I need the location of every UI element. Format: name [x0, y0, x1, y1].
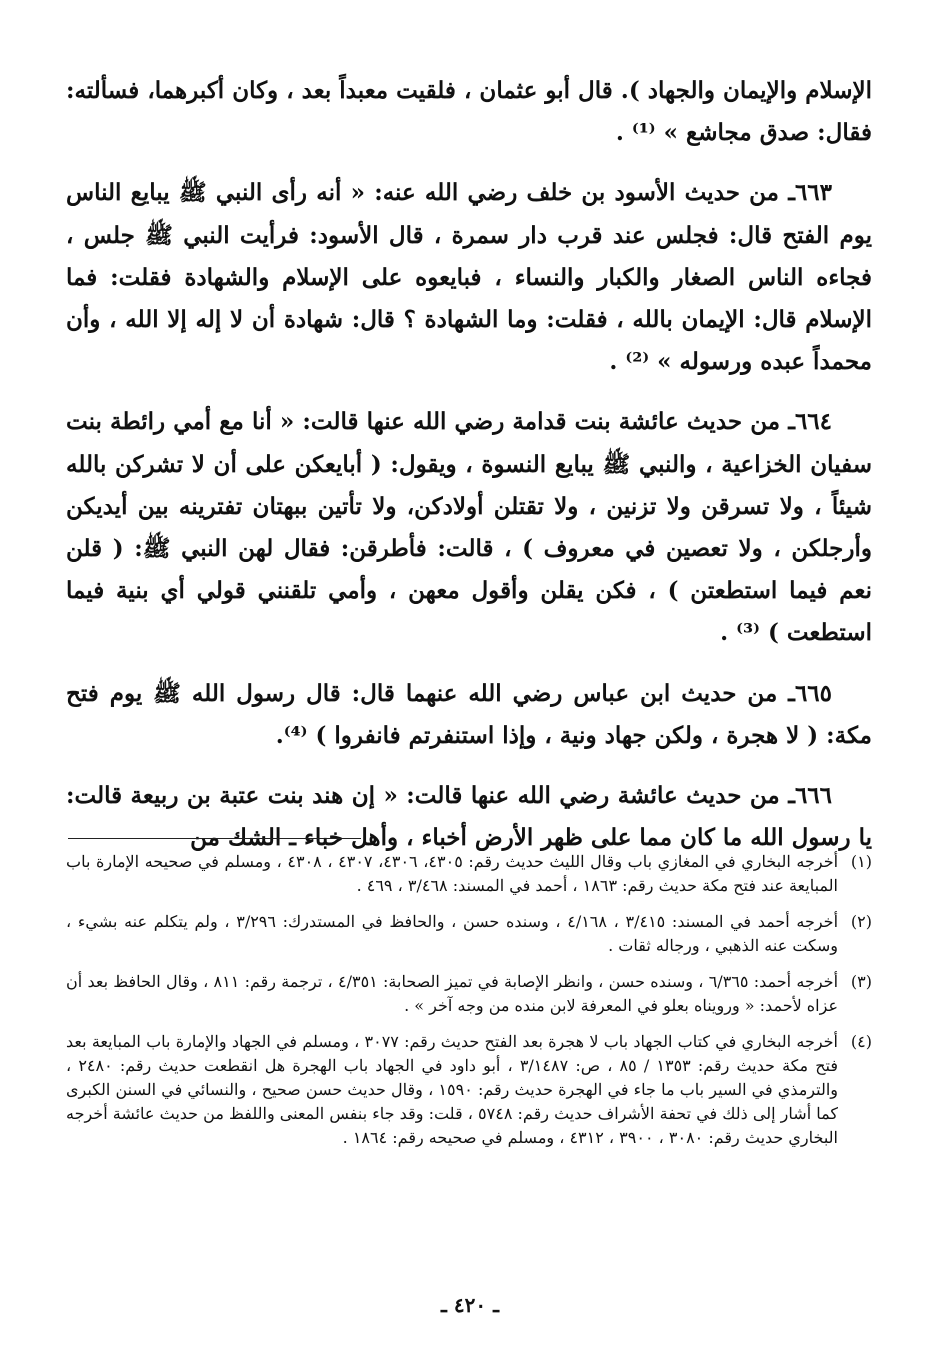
footnote-text: أخرجه أحمد في المسند: ٣/٤١٥ ، ٤/١٦٨ ، وسنده حسن ، والحافظ في المستدرك: ٣/٢٩٦ ، ولم يتكلم عنه بشيء ، وسكت عنه الذهبي ، ورجاله ثقات . [66, 912, 839, 955]
footnote-number: (١) [850, 852, 872, 871]
footnote-text: أخرجه أحمد: ٦/٣٦٥ ، وسنده حسن ، وانظر الإصابة في تميز الصحابة: ٤/٣٥١ ، ترجمة رقم: ٨١١ ، وقال الحافظ بعد أن عزاه لأحمد: « ورويناه بعلو في المعرفة لابن منده من وجه آخر » . [66, 972, 839, 1015]
footnote [66, 1030, 872, 1150]
page-number: ـ ٤٢٠ ـ [441, 1293, 499, 1317]
hadith-663: ٦٦٣ـ من حديث الأسود بن خلف رضي الله عنه: « أنه رأى النبي ﷺ يبايع الناس يوم الفتح قال: فجلس عند قرب دار سمرة ، قال الأسود: فرأيت النبي ﷺ جلس ، فجاءه الناس الصغار والكبار والنساء ، فبايعوه على الإسلام والشهادة فقلت: فما الإسلام قال: الإيمان بالله ، فقلت: وما الشهادة ؟ قال: شهادة أن لا إله إلا الله ، وأن محمداً عبده ورسوله » ⁽²⁾ . [66, 179, 872, 376]
footnotes [66, 850, 872, 1162]
footnote [66, 850, 872, 898]
hadith-664: ٦٦٤ـ من حديث عائشة بنت قدامة رضي الله عنها قالت: « أنا مع أمي رائطة بنت سفيان الخزاعية ، والنبي ﷺ يبايع النسوة ، ويقول: ( أبايعكن على أن لا تشركن بالله شيئاً ، ولا تسرقن ولا تزنين ، ولا تقتلن أولادكن، ولا تأتين ببهتان تفترينه بين أيديكن وأرجلكن ، ولا تعصين في معروف ) ، قالت: فأطرقن: فقال لهن النبي ﷺ: ( قلن نعم فيما استطعتن ) ، فكن يقلن وأقول معهن ، وأمي تلقنني قولي أي بنية فيما استطعت ) ⁽³⁾ . [66, 408, 872, 647]
footnote-number: (٢) [850, 912, 872, 931]
footnote-text: أخرجه البخاري في المغازي باب وقال الليث حديث رقم: ٤٣٠٥، ٤٣٠٦، ٤٣٠٧ ، ٤٣٠٨ ، ومسلم في صحيحه الإمارة باب المبايعة عند فتح مكة حديث رقم: ١٨٦٣ ، أحمد في المسند: ٣/٤٦٨ ، ٤٦٩ . [66, 852, 839, 895]
footnote-text: أخرجه البخاري في كتاب الجهاد باب لا هجرة بعد الفتح حديث رقم: ٣٠٧٧ ، ومسلم في الجهاد والإمارة باب المبايعة بعد فتح مكة حديث رقم: ١٣٥٣ / ٨٥ ، ص: ٣/١٤٨٧ ، أبو داود في الجهاد باب الهجرة هل انقطعت حديث رقم: ٢٤٨٠ ، والترمذي في السير باب ما جاء في الهجرة حديث رقم: ١٥٩٠ ، وقال حديث حسن صحيح ، والنسائي في السنن الكبرى كما أشار إلى ذلك في تحفة الأشراف حديث رقم: ٥٧٤٨ ، قلت: وقد جاء بنفس المعنى واللفظ من حديث عائشة أخرجه البخاري حديث رقم: ٣٠٨٠ ، ٣٩٠٠ ، ٤٣١٢ ، ومسلم في صحيحه رقم: ١٨٦٤ . [66, 1032, 839, 1147]
footnote-number: (٣) [850, 972, 872, 991]
hadith-665: ٦٦٥ـ من حديث ابن عباس رضي الله عنهما قال: قال رسول الله ﷺ يوم فتح مكة: ( لا هجرة ، ولكن جهاد ونية ، وإذا استنفرتم فانفروا ) ⁽⁴⁾. [66, 679, 872, 749]
hadith-666: ٦٦٦ـ من حديث عائشة رضي الله عنها قالت: « إن هند بنت عتبة بن ربيعة قالت: يا رسول الله ما كان مما على ظهر الأرض أخباء ، وأهل خباء ـ الشك من [66, 782, 872, 852]
footnote [66, 910, 872, 958]
footnote-number: (٤) [850, 1032, 872, 1051]
paragraph-continuation: الإسلام والإيمان والجهاد ). قال أبو عثمان ، فلقيت معبداً بعد ، وكان أكبرهما، فسألته: فقال: صدق مجاشع » ⁽¹⁾ . [66, 77, 872, 147]
main-text [66, 70, 872, 877]
footnote-separator [68, 838, 361, 839]
footnote [66, 970, 872, 1018]
